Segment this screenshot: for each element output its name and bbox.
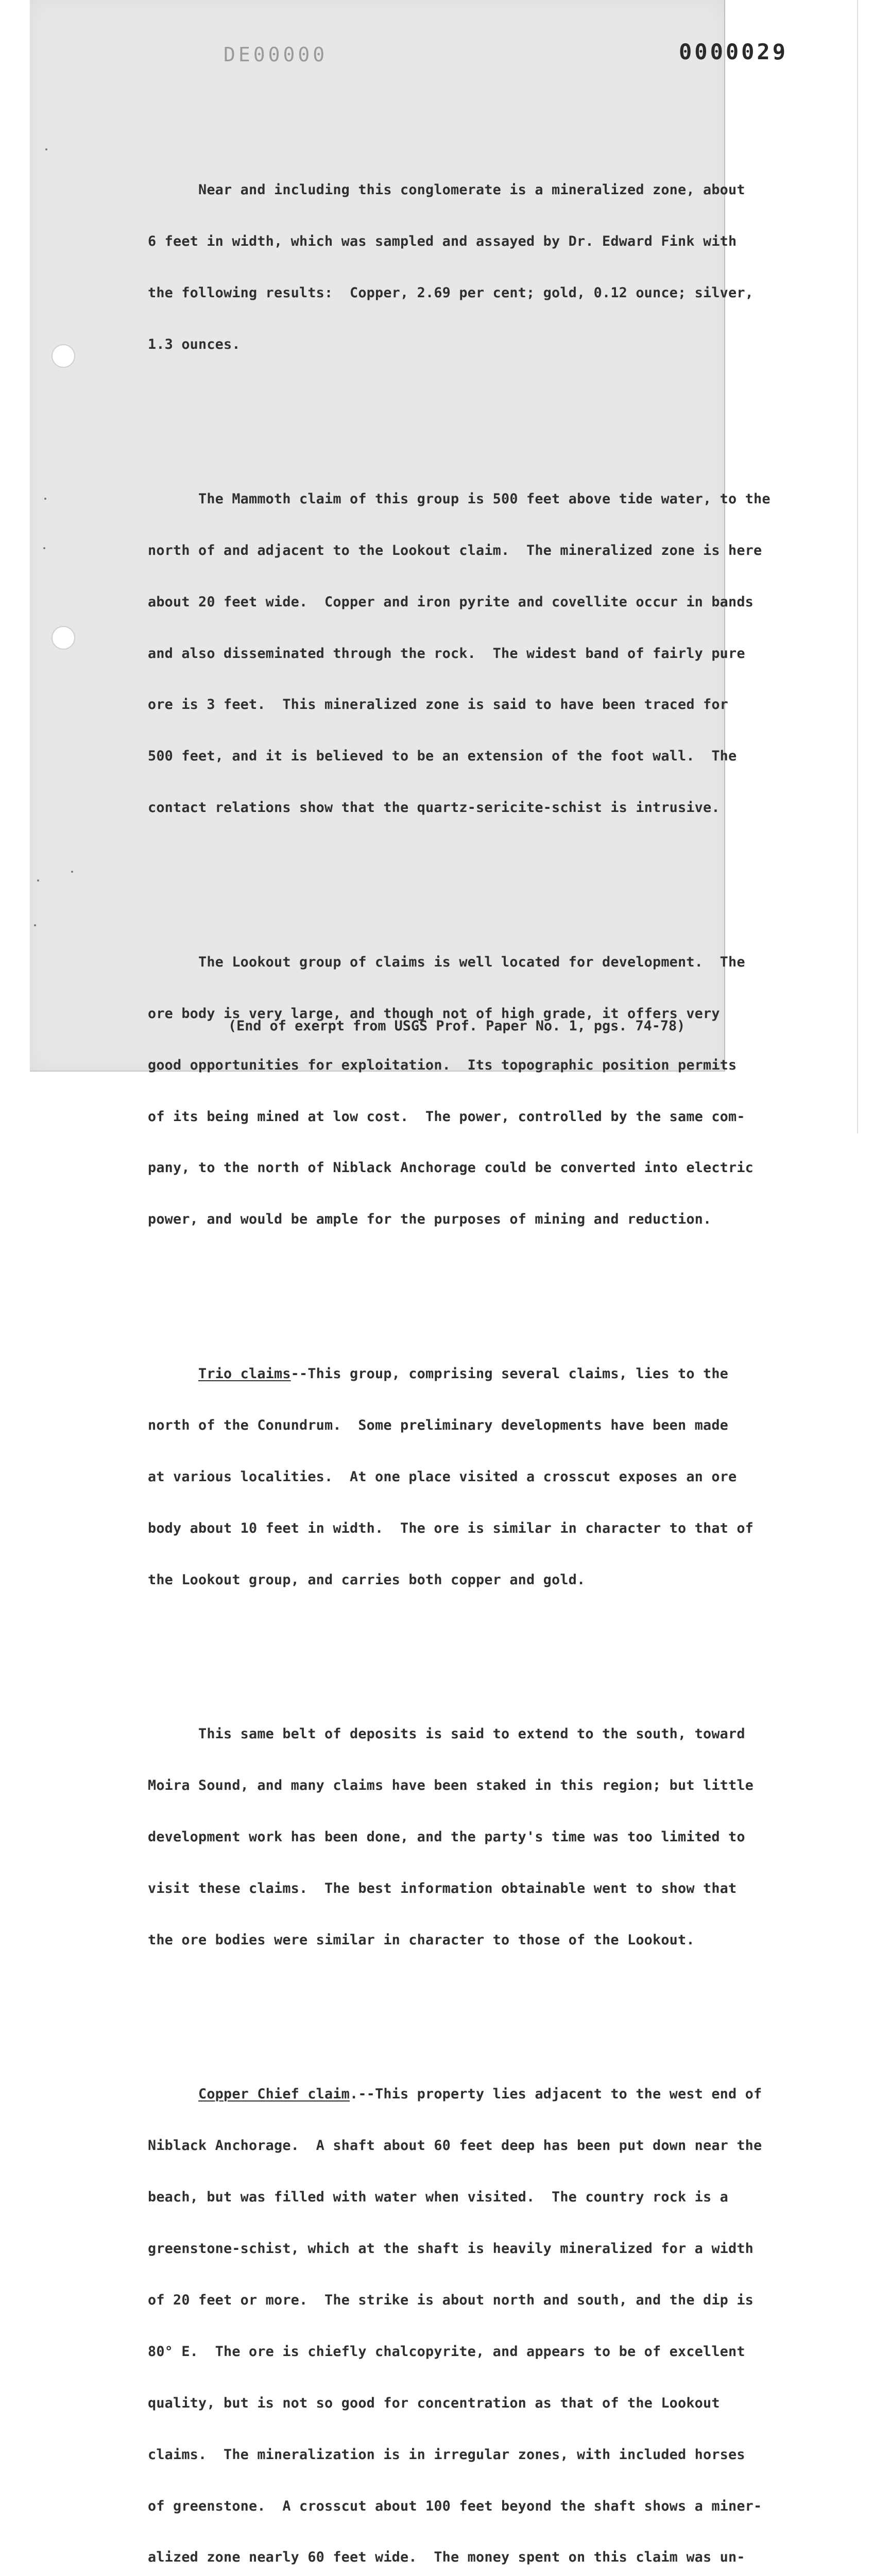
text-line [148,1365,792,1382]
text-line: ore body is very large, and though not of high grade, it offers very [148,1005,720,1022]
text-line: greenstone-schist, which at the shaft is heavily mineralized for a width [148,2241,754,2257]
section-heading-copper-chief-claim: Copper Chief claim [198,2086,350,2103]
text-line: visit these claims. The best information obtainable went to show that [148,1880,737,1896]
paragraph-lookout-group [148,919,792,1262]
text-line: of greenstone. A crosscut about 100 feet beyond the shaft shows a miner- [148,2498,762,2514]
scan-speck [37,879,39,882]
text-line: north of the Conundrum. Some preliminary developments have been made [148,1417,728,1433]
text-line: at various localities. At one place visited a crosscut exposes an ore [148,1468,737,1485]
text-line: contact relations show that the quartz-sericite-schist is intrusive. [148,800,720,816]
text-line: and also disseminated through the rock. The widest band of fairly pure [148,645,745,662]
paragraph-trio-claims [148,1331,792,1622]
text-line: quality, but is not so good for concentration as that of the Lookout [148,2395,720,2411]
text-line: the following results: Copper, 2.69 per cent; gold, 0.12 ounce; silver, [148,285,754,301]
text-line: Moira Sound, and many claims have been staked in this region; but little [148,1777,754,1794]
paragraph-mammoth-claim [148,456,792,851]
excerpt-source-note: (End of exerpt from USGS Prof. Paper No. 1, pgs. 74-78) [228,1018,686,1034]
text-line [148,2086,792,2103]
document-stamp-faded: DE00000 [224,43,328,66]
text-line: of its being mined at low cost. The power, controlled by the same com- [148,1108,745,1125]
text-line: The Lookout group of claims is well located for development. The [148,954,745,970]
text-line: Near and including this conglomerate is a mineralized zone, about [148,182,745,198]
text-line: development work has been done, and the party's time was too limited to [148,1828,745,1845]
scanner-edge [857,0,858,1133]
scan-speck [71,871,73,873]
text-line: of 20 feet or more. The strike is about north and south, and the dip is [148,2292,754,2308]
section-heading-trio-claims: Trio claims [198,1365,291,1382]
paragraph-moira-sound [148,1691,792,1983]
scan-speck [43,547,45,549]
paragraph-copper-chief-claim [148,2052,792,2576]
text-run: .--This property lies adjacent to the west end of [350,2086,762,2103]
text-line: body about 10 feet in width. The ore is similar in character to that of [148,1520,754,1536]
text-line: good opportunities for exploitation. Its topographic position permits [148,1057,737,1073]
document-body [148,96,792,2576]
text-line: Niblack Anchorage. A shaft about 60 feet deep has been put down near the [148,2138,762,2154]
text-line: pany, to the north of Niblack Anchorage could be converted into electric [148,1160,754,1176]
punch-hole [52,626,75,650]
text-line: the ore bodies were similar in character to those of the Lookout. [148,1931,695,1948]
text-line: the Lookout group, and carries both copper and gold. [148,1571,586,1588]
document-number: 0000029 [679,39,789,64]
text-line: beach, but was filled with water when visited. The country rock is a [148,2189,728,2206]
text-line: This same belt of deposits is said to extend to the south, toward [148,1726,745,1742]
scan-speck [44,498,46,500]
text-line: 80° E. The ore is chiefly chalcopyrite, and appears to be of excellent [148,2343,745,2360]
text-line: 6 feet in width, which was sampled and assayed by Dr. Edward Fink with [148,233,737,250]
text-line: alized zone nearly 60 feet wide. The money spent on this claim was un- [148,2549,745,2566]
text-line: ore is 3 feet. This mineralized zone is said to have been traced for [148,697,728,713]
scan-speck [45,148,47,150]
text-run: --This group, comprising several claims, lies to the [290,1365,728,1382]
text-line: about 20 feet wide. Copper and iron pyrite and covellite occur in bands [148,594,754,610]
text-line: claims. The mineralization is in irregular zones, with included horses [148,2446,745,2463]
paragraph-conglomerate [148,147,792,387]
text-line: 500 feet, and it is believed to be an extension of the foot wall. The [148,748,737,765]
scan-speck [34,924,36,926]
text-line: The Mammoth claim of this group is 500 feet above tide water, to the [148,490,771,507]
text-line: 1.3 ounces. [148,336,241,353]
text-line: north of and adjacent to the Lookout claim. The mineralized zone is here [148,542,762,558]
text-line: power, and would be ample for the purposes of mining and reduction. [148,1211,712,1228]
punch-hole [52,344,75,368]
